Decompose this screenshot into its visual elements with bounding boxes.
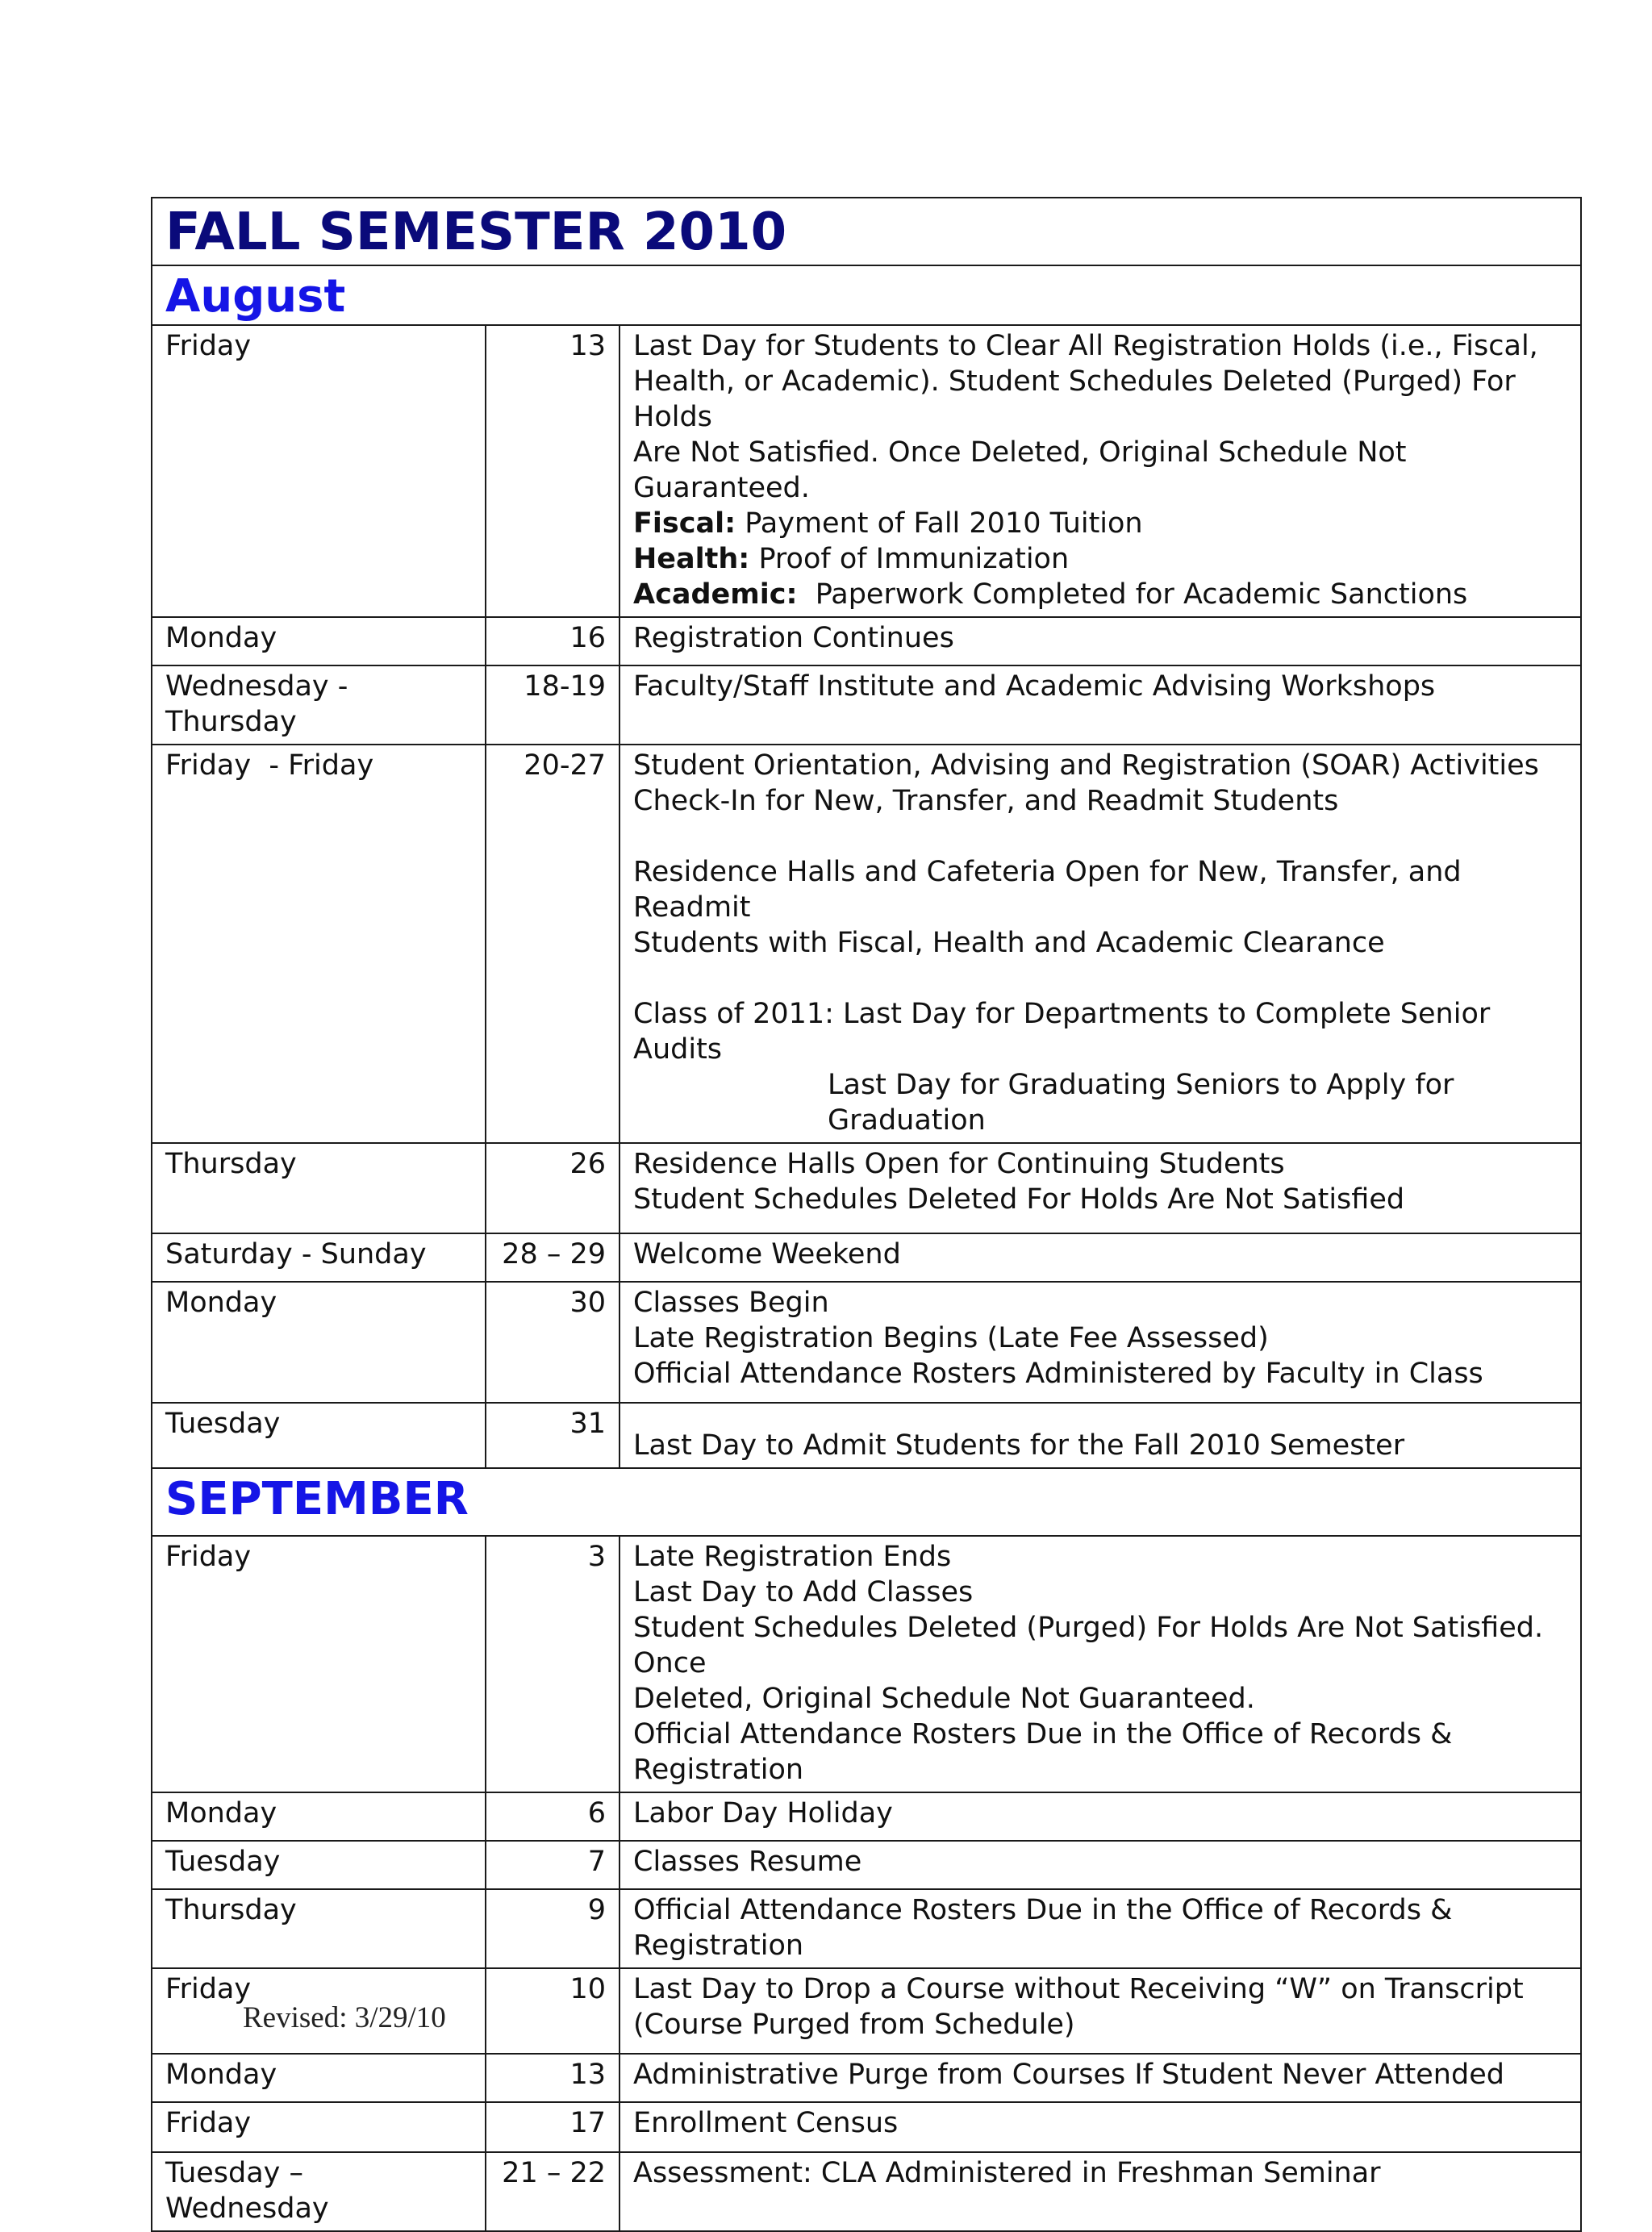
event-cell (620, 1841, 1581, 1889)
month-heading-august: August (152, 265, 1581, 325)
academic-calendar-table (151, 197, 1582, 2232)
date-cell: 30 (486, 1282, 620, 1403)
day-cell: Wednesday - Thursday (152, 665, 486, 745)
event-line: Check-In for New, Transfer, and Readmit Students (633, 785, 1339, 817)
event-line: Class of 2011: Last Day for Departments to Complete Senior Audits (633, 998, 1491, 1066)
event-line: Assessment: CLA Administered in Freshman Seminar (633, 2157, 1381, 2189)
day-cell: Thursday (152, 1143, 486, 1233)
event-line: Health, or Academic). Student Schedules Deleted (Purged) For Holds (633, 365, 1516, 433)
date-cell: 18-19 (486, 665, 620, 745)
hold-academic (633, 577, 1569, 612)
event-line: (Course Purged from Schedule) (633, 2009, 1075, 2041)
event-cell (620, 1968, 1581, 2054)
day-cell: Friday (152, 1968, 486, 2054)
calendar-row (152, 2152, 1581, 2231)
calendar-row (152, 1841, 1581, 1889)
date-cell: 28 – 29 (486, 1233, 620, 1282)
event-line: Registration Continues (633, 622, 954, 654)
event-line: Administrative Purge from Courses If Student Never Attended (633, 2059, 1504, 2091)
hold-label: Academic: (633, 578, 798, 611)
hold-fiscal (633, 506, 1569, 541)
event-line: Residence Halls Open for Continuing Students (633, 1148, 1285, 1180)
day-cell: Thursday (152, 1889, 486, 1968)
event-line: Late Registration Ends (633, 1541, 952, 1573)
hold-health (633, 541, 1569, 577)
event-cell (620, 1536, 1581, 1792)
calendar-row (152, 1792, 1581, 1841)
hold-label: Health: (633, 543, 750, 575)
event-cell (620, 2102, 1581, 2152)
calendar-row (152, 1889, 1581, 1968)
day-cell: Monday (152, 2054, 486, 2102)
hold-text: Proof of Immunization (758, 543, 1070, 575)
spacer (633, 819, 1569, 854)
day-cell: Friday - Friday (152, 745, 486, 1143)
month-heading-september: SEPTEMBER (152, 1468, 1581, 1536)
event-cell (620, 617, 1581, 665)
revised-date-footer: Revised: 3/29/10 (243, 2001, 446, 2034)
day-cell: Tuesday (152, 1403, 486, 1468)
event-line: Welcome Weekend (633, 1238, 901, 1270)
date-cell: 6 (486, 1792, 620, 1841)
event-line: Labor Day Holiday (633, 1797, 893, 1829)
event-line: Official Attendance Rosters Administered by Faculty in Class (633, 1358, 1483, 1390)
day-cell: Friday (152, 2102, 486, 2152)
day-cell: Tuesday (152, 1841, 486, 1889)
date-cell: 17 (486, 2102, 620, 2152)
event-cell (620, 1403, 1581, 1468)
event-line: Students with Fiscal, Health and Academic Clearance (633, 927, 1385, 959)
day-cell: Monday (152, 1282, 486, 1403)
title-row (152, 198, 1581, 265)
date-cell: 9 (486, 1889, 620, 1968)
date-cell: 31 (486, 1403, 620, 1468)
month-row-september (152, 1468, 1581, 1536)
event-cell (620, 1143, 1581, 1233)
event-line: Classes Resume (633, 1846, 862, 1878)
event-cell (620, 1889, 1581, 1968)
day-cell: Monday (152, 617, 486, 665)
event-line: Student Orientation, Advising and Registration (SOAR) Activities (633, 749, 1539, 782)
calendar-row (152, 325, 1581, 617)
event-cell (620, 1282, 1581, 1403)
event-cell (620, 1233, 1581, 1282)
event-line: Last Day to Drop a Course without Receiving “W” on Transcript (633, 1973, 1524, 2005)
event-line: Student Schedules Deleted (Purged) For Holds Are Not Satisfied. Once (633, 1612, 1544, 1679)
event-line: Residence Halls and Cafeteria Open for New, Transfer, and Readmit (633, 856, 1462, 924)
day-cell: Tuesday – Wednesday (152, 2152, 486, 2231)
hold-label: Fiscal: (633, 507, 736, 540)
event-line: Official Attendance Rosters Due in the Office of Records & Registration (633, 1718, 1453, 1786)
spacer (633, 961, 1569, 996)
hold-text: Payment of Fall 2010 Tuition (745, 507, 1143, 540)
date-cell: 3 (486, 1536, 620, 1792)
date-cell: 16 (486, 617, 620, 665)
event-cell (620, 325, 1581, 617)
date-cell: 26 (486, 1143, 620, 1233)
date-cell: 20-27 (486, 745, 620, 1143)
date-cell: 10 (486, 1968, 620, 2054)
event-line: Last Day to Add Classes (633, 1576, 974, 1608)
event-cell (620, 2054, 1581, 2102)
calendar-row (152, 1536, 1581, 1792)
hold-text: Paperwork Completed for Academic Sanctions (815, 578, 1468, 611)
event-line: Last Day for Students to Clear All Registration Holds (i.e., Fiscal, (633, 330, 1538, 362)
day-cell: Saturday - Sunday (152, 1233, 486, 1282)
event-line: Last Day for Graduating Seniors to Apply for Graduation (828, 1069, 1454, 1137)
event-line: Student Schedules Deleted For Holds Are Not Satisfied (633, 1183, 1405, 1216)
event-cell (620, 665, 1581, 745)
date-cell: 7 (486, 1841, 620, 1889)
event-line: Faculty/Staff Institute and Academic Advising Workshops (633, 670, 1436, 703)
month-row-august (152, 265, 1581, 325)
calendar-row (152, 2102, 1581, 2152)
calendar-row (152, 1143, 1581, 1233)
event-line: Classes Begin (633, 1287, 829, 1319)
date-cell: 13 (486, 325, 620, 617)
calendar-row (152, 665, 1581, 745)
date-cell: 13 (486, 2054, 620, 2102)
event-line: Are Not Satisfied. Once Deleted, Original Schedule Not Guaranteed. (633, 436, 1407, 504)
calendar-row (152, 617, 1581, 665)
day-cell: Friday (152, 1536, 486, 1792)
day-cell: Monday (152, 1792, 486, 1841)
calendar-row (152, 1233, 1581, 1282)
calendar-row (152, 1403, 1581, 1468)
calendar-row (152, 1282, 1581, 1403)
event-cell (620, 745, 1581, 1143)
event-line: Official Attendance Rosters Due in the Office of Records & Registration (633, 1894, 1453, 1962)
semester-title: FALL SEMESTER 2010 (152, 198, 1581, 265)
calendar-row (152, 2054, 1581, 2102)
event-line: Last Day to Admit Students for the Fall 2010 Semester (633, 1429, 1405, 1462)
day-cell: Friday (152, 325, 486, 617)
event-line: Enrollment Census (633, 2107, 899, 2139)
event-cell (620, 1792, 1581, 1841)
event-line: Deleted, Original Schedule Not Guaranteed. (633, 1683, 1255, 1715)
calendar-row (152, 745, 1581, 1143)
event-line: Late Registration Begins (Late Fee Assessed) (633, 1322, 1269, 1354)
date-cell: 21 – 22 (486, 2152, 620, 2231)
event-cell (620, 2152, 1581, 2231)
